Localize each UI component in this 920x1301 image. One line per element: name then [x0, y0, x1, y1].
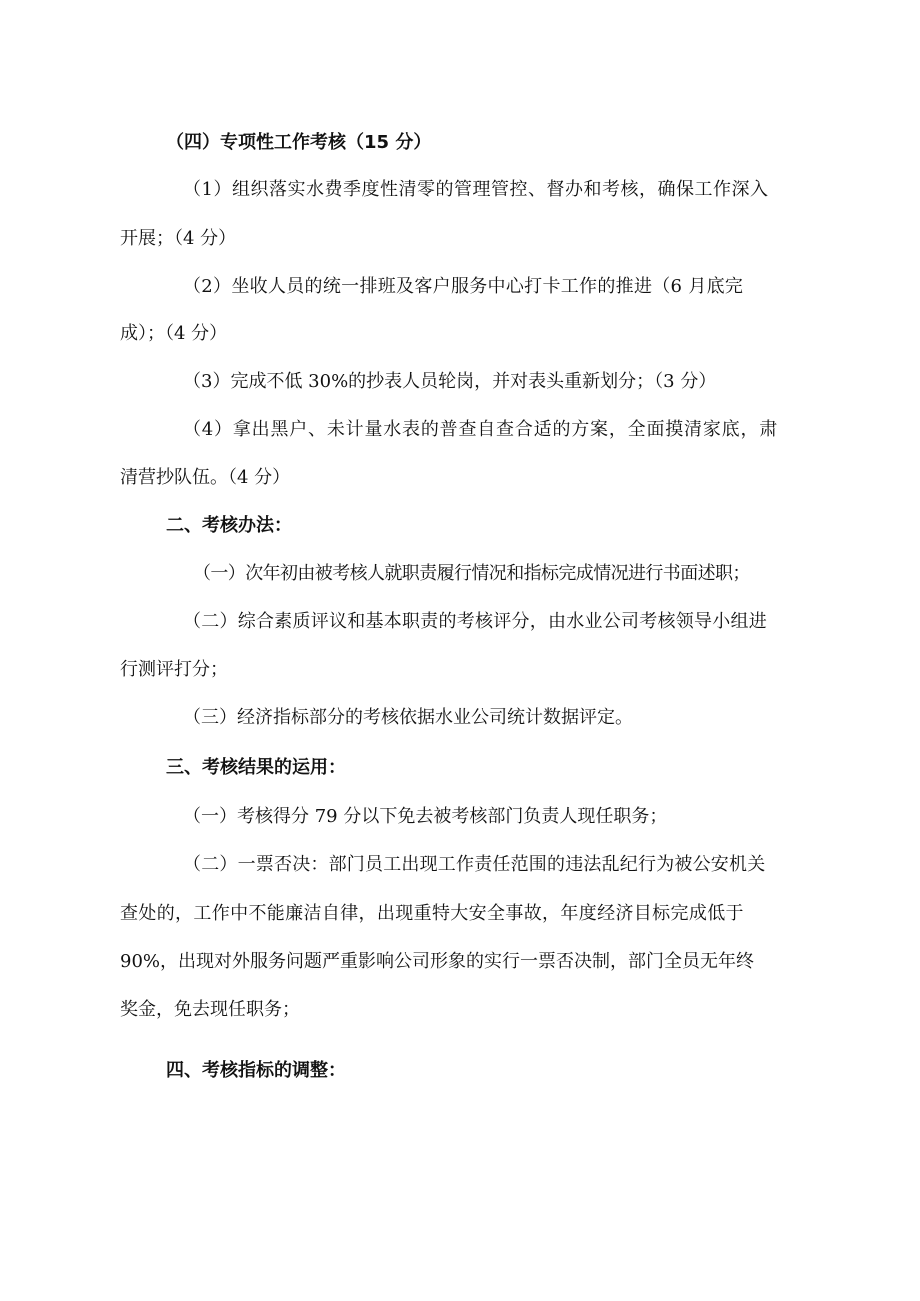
result-heading: 三、考核结果的运用：	[166, 757, 346, 778]
result-1: （一）考核得分 79 分以下免去被考核部门负责人现任职务；	[183, 806, 668, 827]
item2-line1: （2）坐收人员的统一排班及客户服务中心打卡工作的推进（6 月底完	[183, 276, 744, 297]
method-2-line2: 行测评打分；	[120, 659, 228, 680]
item4-line2: 清营抄队伍。（4 分）	[120, 467, 291, 488]
method-3: （三）经济指标部分的考核依据水业公司统计数据评定。	[183, 707, 633, 728]
item1-line1: （1）组织落实水费季度性清零的管理管控、督办和考核，确保工作深入	[183, 179, 769, 200]
method-1: （一）次年初由被考核人就职责履行情况和指标完成情况进行书面述职；	[193, 563, 750, 584]
item4-line1: （4）拿出黑户、未计量水表的普查自查合适的方案，全面摸清家底，肃	[183, 419, 779, 440]
method-heading: 二、考核办法：	[166, 515, 292, 536]
item1-line2: 开展；（4 分）	[120, 228, 237, 249]
result-2-line1: （二）一票否决：部门员工出现工作责任范围的违法乱纪行为被公安机关	[183, 854, 766, 875]
item2-line2: 成）；（4 分）	[120, 323, 228, 344]
adjust-heading: 四、考核指标的调整：	[166, 1060, 346, 1081]
result-2-line2: 查处的，工作中不能廉洁自律，出现重特大安全事故，年度经济目标完成低于	[120, 903, 744, 924]
section4-heading: （四）专项性工作考核（15 分）	[166, 132, 432, 153]
method-2-line1: （二）综合素质评议和基本职责的考核评分，由水业公司考核领导小组进	[183, 611, 767, 632]
result-2-line4: 奖金，免去现任职务；	[120, 999, 300, 1020]
item3: （3）完成不低 30%的抄表人员轮岗，并对表头重新划分；（3 分）	[183, 371, 717, 392]
result-2-line3: 90%，出现对外服务问题严重影响公司形象的实行一票否决制，部门全员无年终	[120, 951, 755, 972]
